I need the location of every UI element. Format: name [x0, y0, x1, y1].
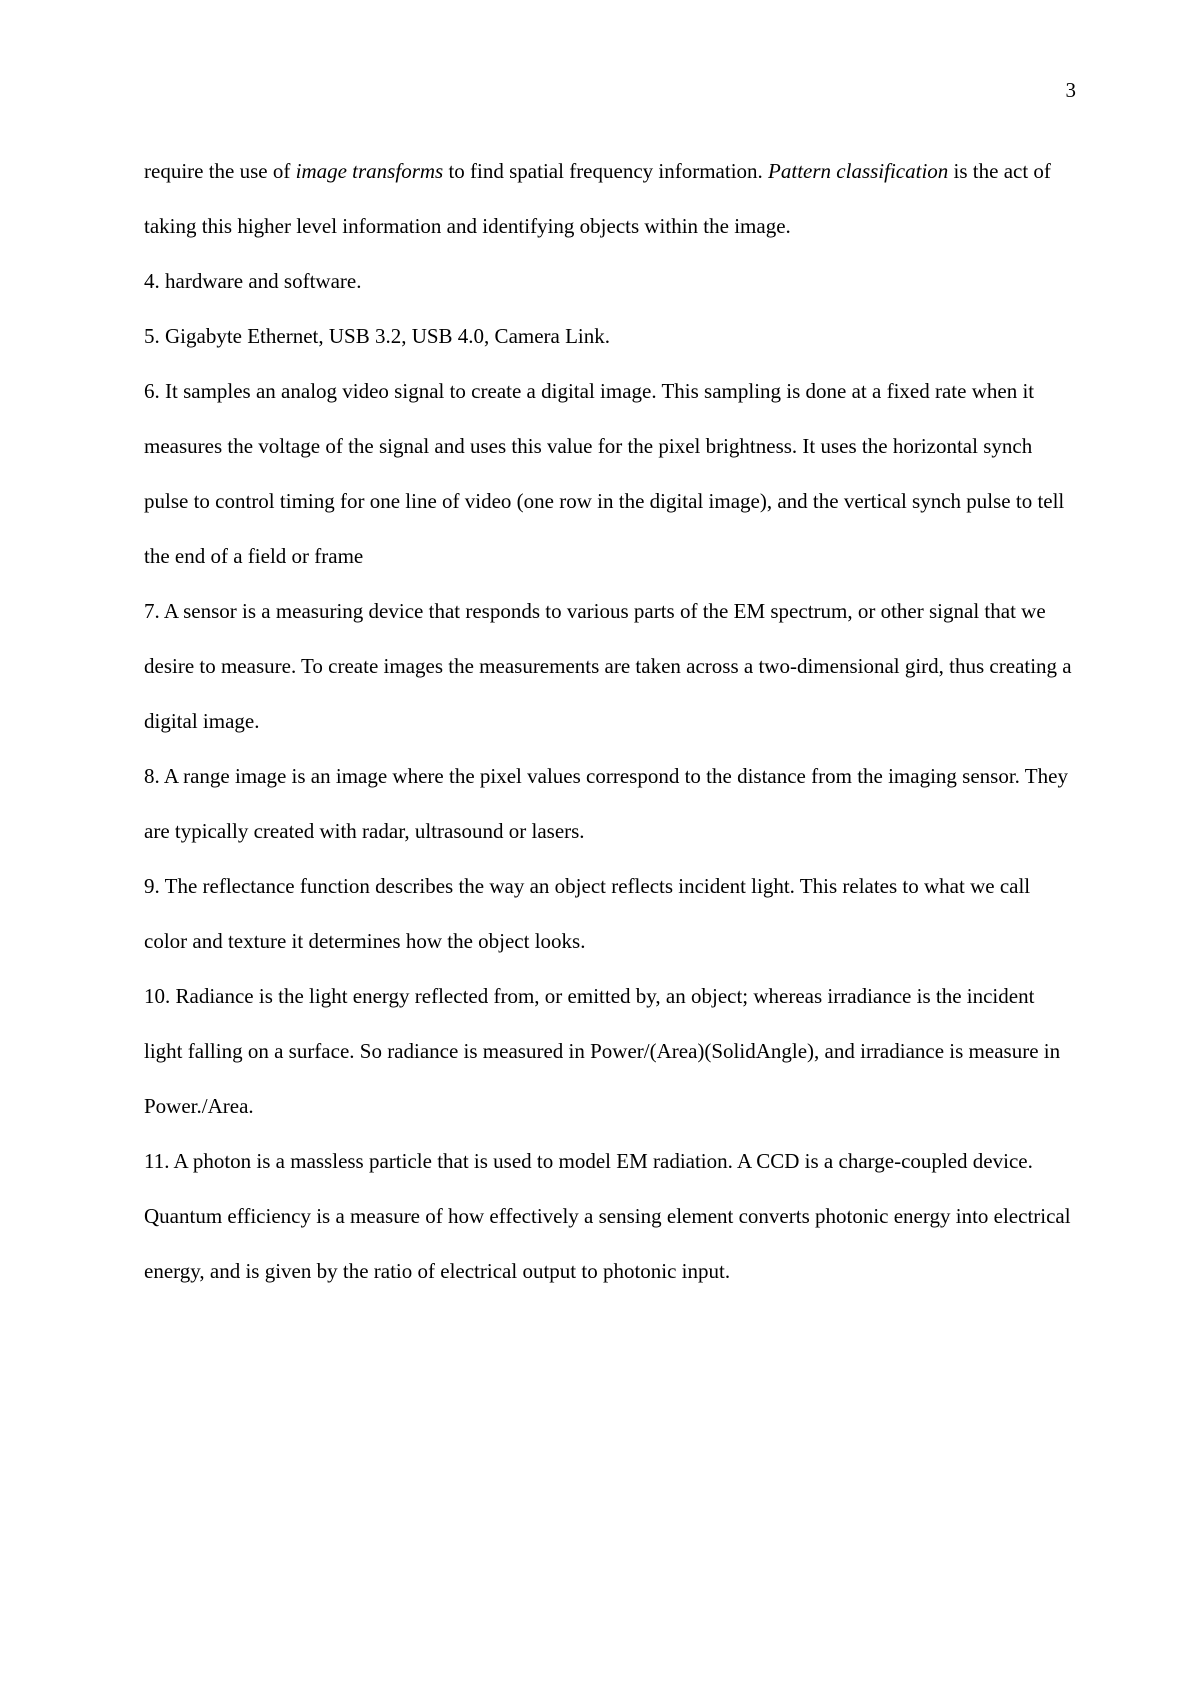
answer-10: 10. Radiance is the light energy reflected from, or emitted by, an object; whereas irradiance is the incident light falling on a surface. So radiance is measured in Power/(Area)(SolidAngle), and irradiance is measure in Power./Area.	[144, 984, 1061, 1118]
intro-text-part2: to find spatial frequency information.	[443, 159, 769, 183]
answer-7: 7. A sensor is a measuring device that responds to various parts of the EM spectrum, or other signal that we desire to measure. To create images the measurements are taken across a two-dimensional gird, thus creating a digital image.	[144, 599, 1072, 733]
answer-9: 9. The reflectance function describes the way an object reflects incident light. This relates to what we call color and texture it determines how the object looks.	[144, 874, 1031, 953]
intro-italic-pattern-classification: Pattern classification	[768, 159, 949, 183]
intro-paragraph	[144, 144, 1077, 254]
answer-4: 4. hardware and software.	[144, 269, 362, 293]
answer-6: 6. It samples an analog video signal to create a digital image. This sampling is done at a fixed rate when it measures the voltage of the signal and uses this value for the pixel brightness. It uses the horizontal synch pulse to control timing for one line of video (one row in the digital image), and the vertical synch pulse to tell the end of a field or frame	[144, 379, 1065, 568]
intro-italic-image-transforms: image transforms	[295, 159, 444, 183]
body-text	[144, 144, 1077, 1299]
intro-text-part3: is the act of taking this higher level information and identifying objects within the image.	[144, 159, 1051, 238]
answer-8: 8. A range image is an image where the pixel values correspond to the distance from the imaging sensor. They are typically created with radar, ultrasound or lasers.	[144, 764, 1068, 843]
answer-11: 11. A photon is a massless particle that is used to model EM radiation. A CCD is a charge-coupled device. Quantum efficiency is a measure of how effectively a sensing element converts photonic energy into electrical energy, and is given by the ratio of electrical output to photonic input.	[144, 1149, 1071, 1283]
page-number: 3	[1065, 78, 1076, 102]
intro-text-part1: require the use of	[144, 159, 296, 183]
answer-5: 5. Gigabyte Ethernet, USB 3.2, USB 4.0, Camera Link.	[144, 324, 611, 348]
